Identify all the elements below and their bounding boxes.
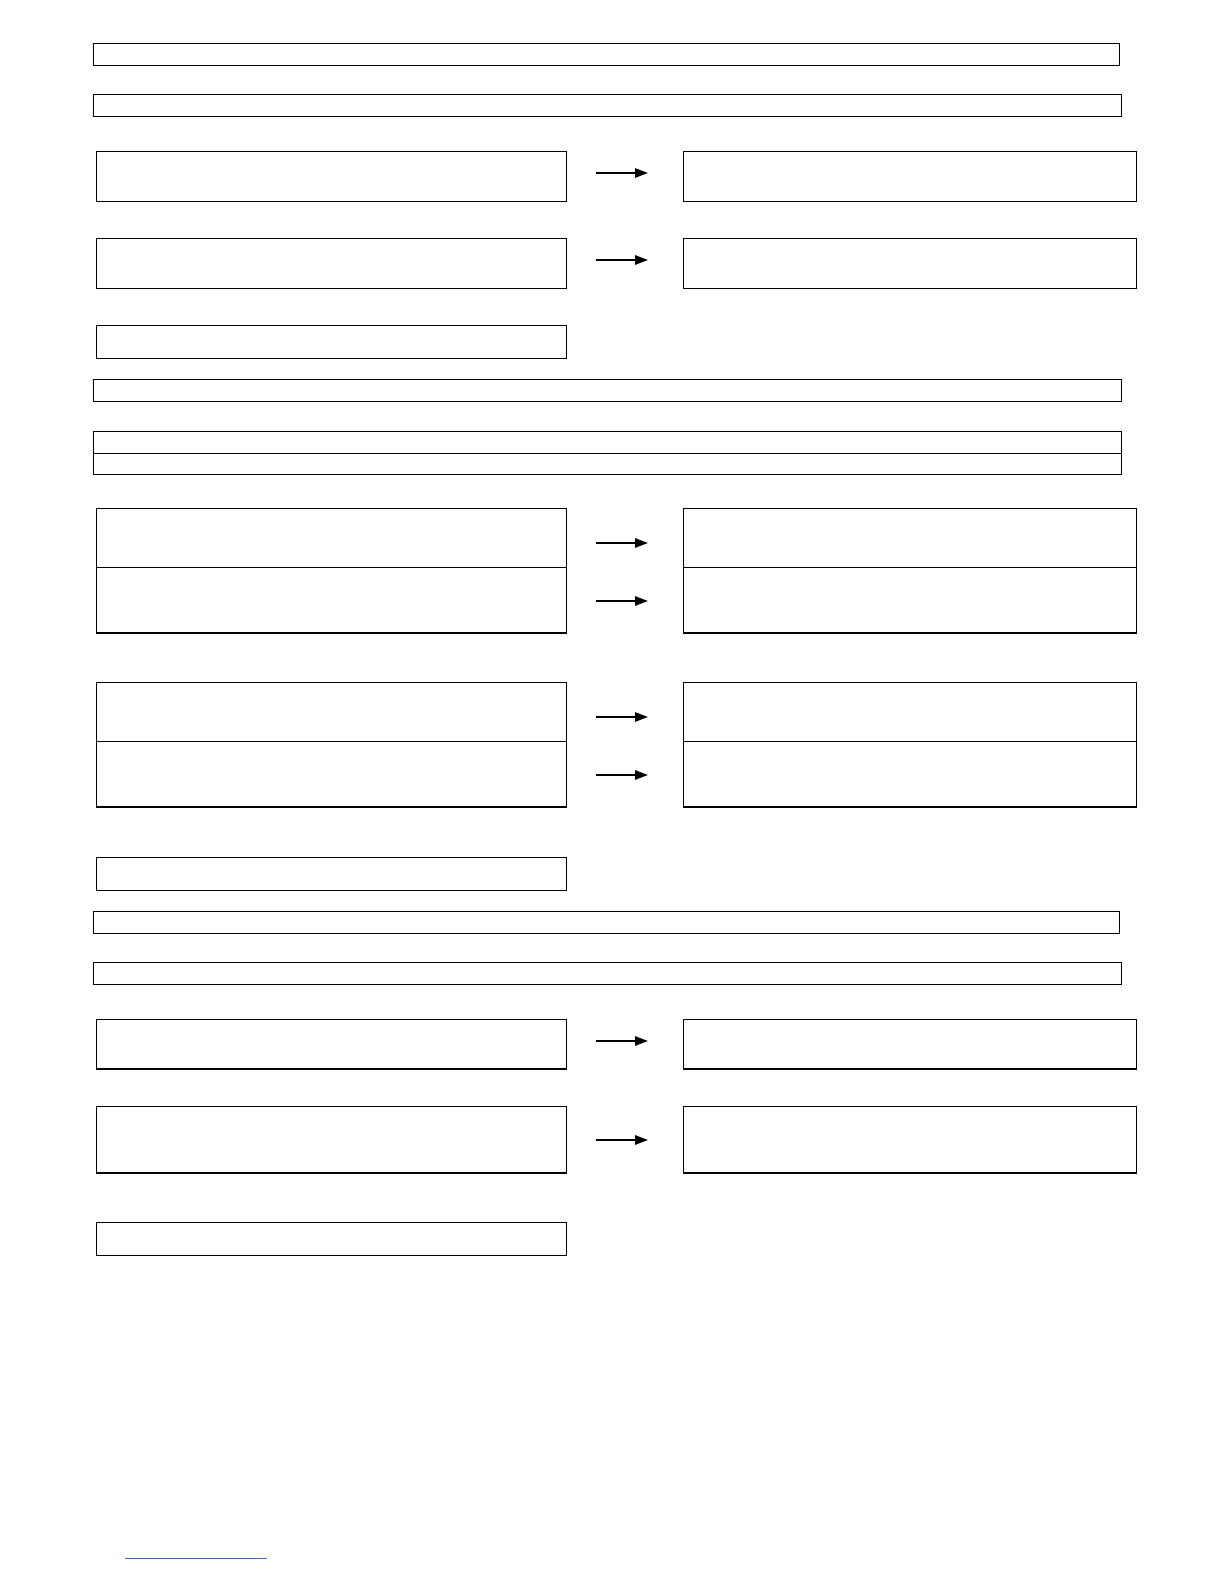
right-arrow-icon bbox=[595, 166, 649, 180]
section-2-result-box bbox=[96, 857, 567, 891]
section-3-header-2 bbox=[93, 962, 1122, 985]
section-2-header-2 bbox=[93, 431, 1122, 454]
section-1-header-1 bbox=[93, 43, 1120, 66]
right-arrow-icon bbox=[595, 536, 649, 550]
section-1-row-2-right-box bbox=[683, 238, 1137, 289]
section-2-header-1 bbox=[93, 379, 1122, 402]
section-3-row-2-right-box bbox=[683, 1106, 1137, 1174]
cell-divider bbox=[684, 741, 1136, 742]
section-2-header-3 bbox=[93, 453, 1122, 475]
right-arrow-icon bbox=[595, 1133, 649, 1147]
section-2-row-2-left-group bbox=[96, 682, 567, 808]
footnote-separator bbox=[125, 1558, 267, 1559]
right-arrow-icon bbox=[595, 594, 649, 608]
section-3-result-box bbox=[96, 1222, 567, 1256]
section-1-header-2 bbox=[93, 94, 1122, 117]
section-2-row-2-right-group bbox=[683, 682, 1137, 808]
section-3-header-1 bbox=[93, 911, 1120, 934]
section-3-row-1-left-box bbox=[96, 1019, 567, 1070]
section-1-row-1-right-box bbox=[683, 151, 1137, 202]
right-arrow-icon bbox=[595, 710, 649, 724]
section-3-row-2-left-box bbox=[96, 1106, 567, 1174]
cell-divider bbox=[684, 567, 1136, 568]
section-3-row-1-right-box bbox=[683, 1019, 1137, 1070]
section-2-row-1-left-group bbox=[96, 508, 567, 634]
cell-divider bbox=[97, 567, 566, 568]
right-arrow-icon bbox=[595, 1034, 649, 1048]
section-1-row-2-left-box bbox=[96, 238, 567, 289]
right-arrow-icon bbox=[595, 768, 649, 782]
section-1-result-box bbox=[96, 325, 567, 359]
section-1-row-1-left-box bbox=[96, 151, 567, 202]
cell-divider bbox=[97, 741, 566, 742]
section-2-row-1-right-group bbox=[683, 508, 1137, 634]
right-arrow-icon bbox=[595, 253, 649, 267]
